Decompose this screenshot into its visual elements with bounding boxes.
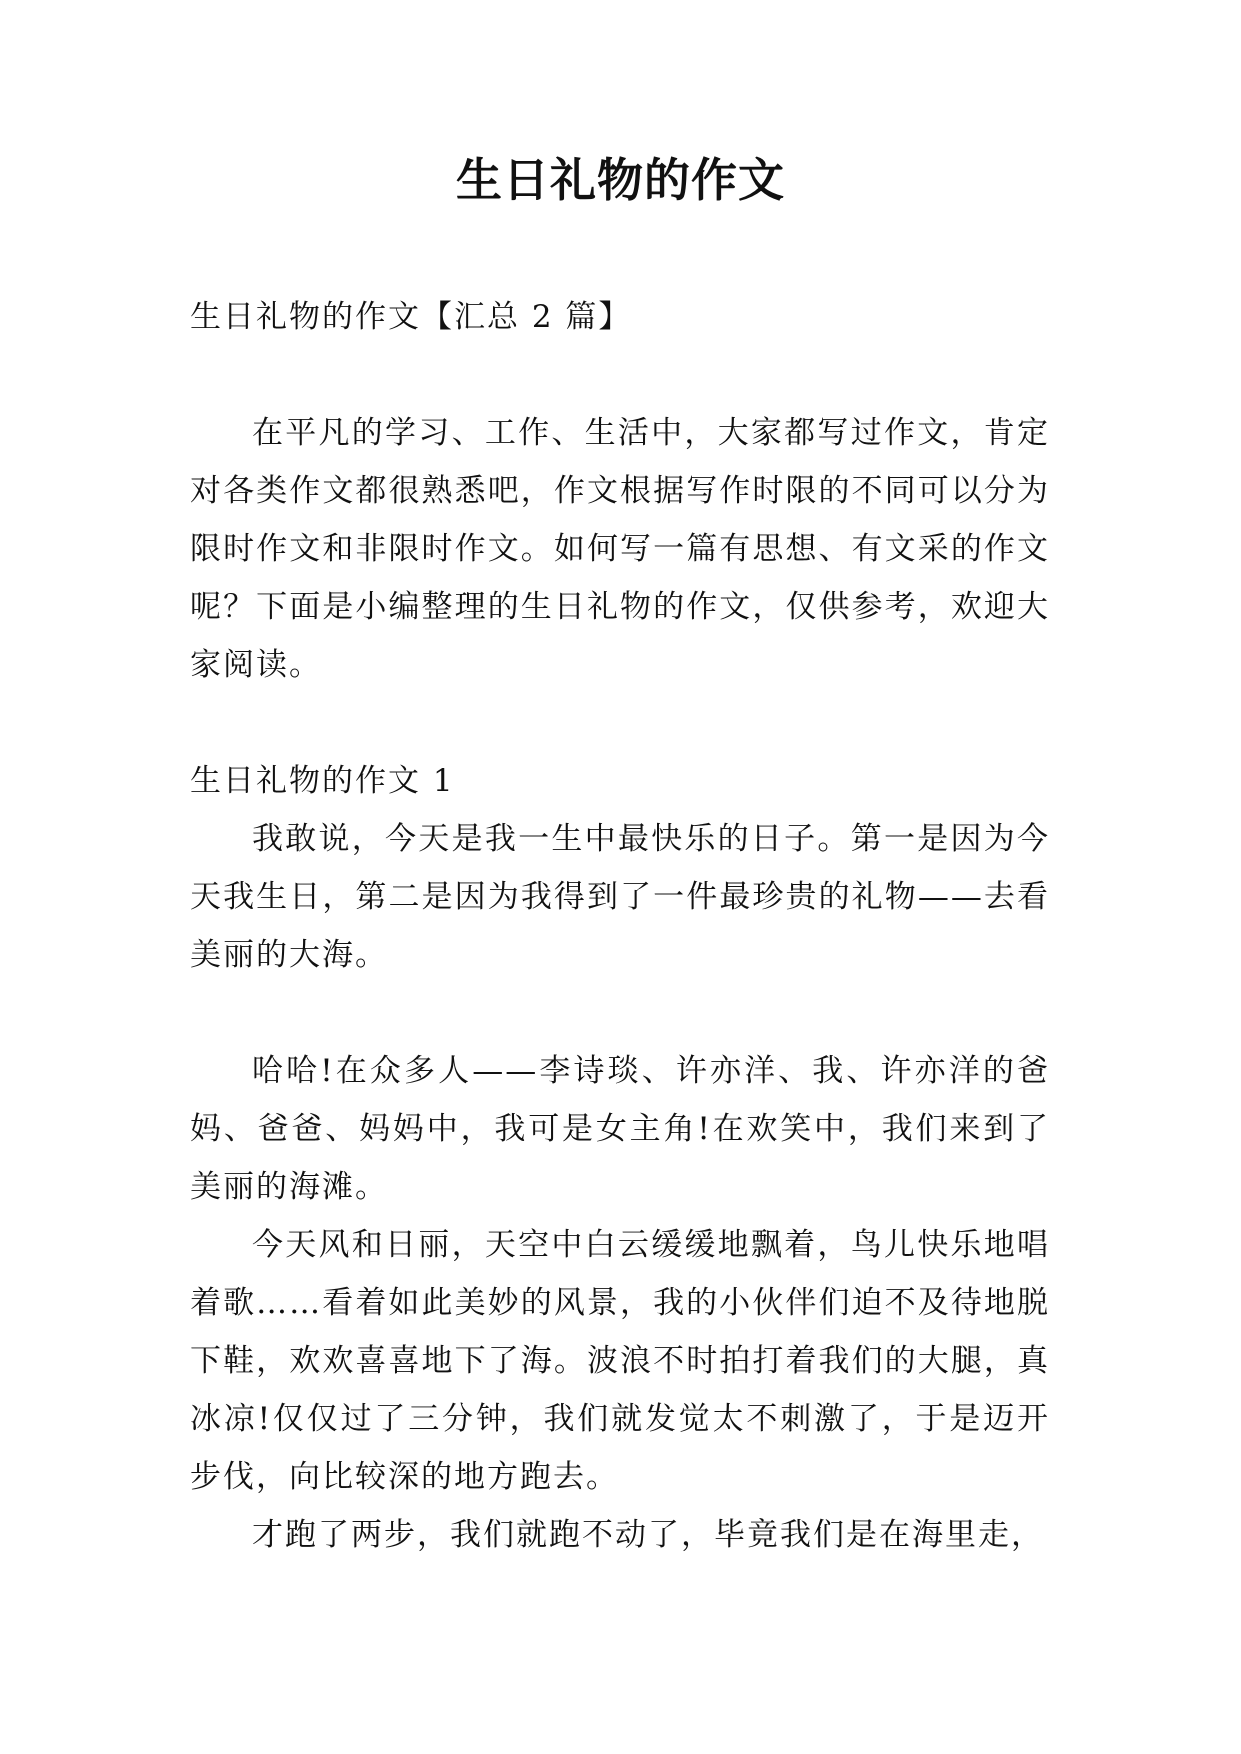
essay-paragraph-2: 哈哈!在众多人——李诗琰、许亦洋、我、许亦洋的爸妈、爸爸、妈妈中，我可是女主角!在欢笑中，我们来到了美丽的海滩。 bbox=[190, 1053, 1050, 1205]
essay-paragraph-4: 才跑了两步，我们就跑不动了，毕竟我们是在海里走， bbox=[252, 1517, 1044, 1553]
essay-paragraph-3: 今天风和日丽，天空中白云缓缓地飘着，鸟儿快乐地唱着歌……看着如此美妙的风景，我的小伙伴们迫不及待地脱下鞋，欢欢喜喜地下了海。波浪不时拍打着我们的大腿，真冰凉!仅仅过了三分钟，我们就发觉太不刺激了，于是迈开步伐，向比较深的地方跑去。 bbox=[190, 1227, 1050, 1495]
intro-paragraph: 在平凡的学习、工作、生活中，大家都写过作文，肯定对各类作文都很熟悉吧，作文根据写作时限的不同可以分为限时作文和非限时作文。如何写一篇有思想、有文采的作文呢？下面是小编整理的生日礼物的作文，仅供参考，欢迎大家阅读。 bbox=[190, 415, 1050, 683]
essay-heading: 生日礼物的作文 1 bbox=[190, 763, 455, 799]
document-title: 生日礼物的作文 bbox=[456, 153, 785, 207]
essay-paragraph-1: 我敢说，今天是我一生中最快乐的日子。第一是因为今天我生日，第二是因为我得到了一件最珍贵的礼物——去看美丽的大海。 bbox=[190, 821, 1050, 973]
document-subtitle: 生日礼物的作文【汇总 2 篇】 bbox=[190, 299, 632, 335]
document-body bbox=[190, 288, 1050, 1564]
